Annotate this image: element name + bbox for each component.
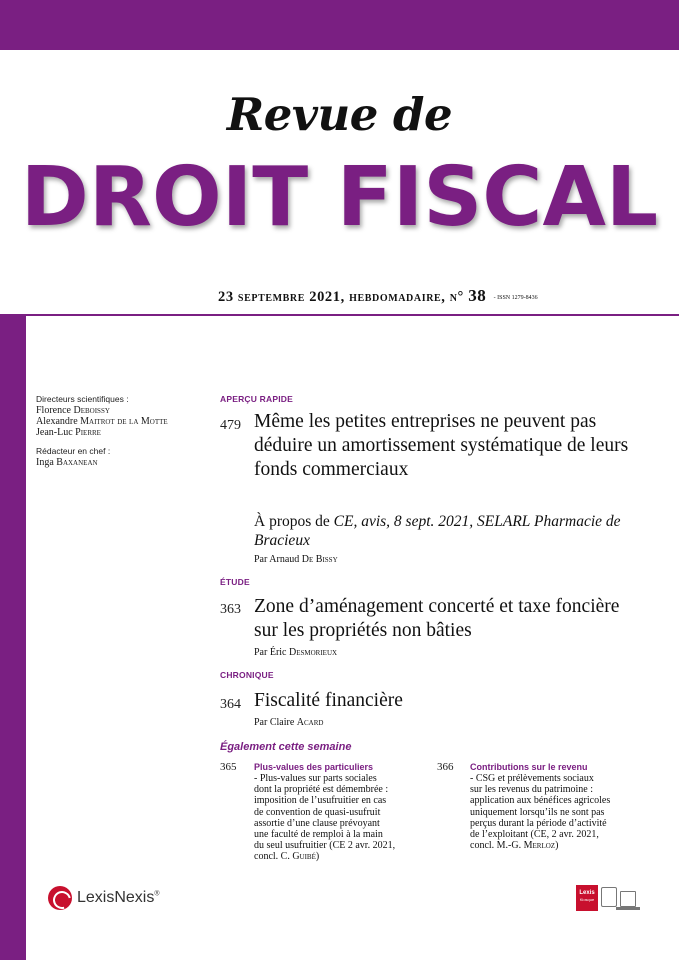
directors-role: Directeurs scientifiques : [36,394,129,404]
brief-number: 365 [220,761,237,773]
section-label-chronique: CHRONIQUE [220,670,274,680]
lexisnexis-logo[interactable] [48,884,160,912]
masthead-title-line2: DROIT FISCAL [20,150,659,245]
issue-info [218,286,538,306]
publisher-name: LexisNexis® [77,889,160,906]
director-name: Jean-Luc Pierre [36,427,101,438]
top-color-band [0,0,679,50]
issue-number: 38 [468,286,487,305]
article-number: 479 [220,418,241,433]
kiosque-logo[interactable] [576,885,638,911]
issn: - ISSN 1279-8436 [493,294,538,301]
issue-date-line: 23 septembre 2021, hebdomadaire, n° [218,289,464,305]
article-byline: Par Arnaud De Bissy [254,554,338,565]
lexisnexis-logo-icon [48,886,72,910]
editorial-board [36,394,216,468]
brief-body: - CSG et prélèvements sociaux sur les revenus du patrimoine : application aux bénéfices agricoles uniquement lorsqu’ils ne sont pas perçus durant la période d’activité de l’exploitant (CE, 2 avr. 2021, concl. M.-G. Merloz) [470,773,611,852]
left-color-band [0,316,26,960]
also-this-week-heading: Également cette semaine [220,741,352,753]
laptop-base-icon [616,907,640,910]
article-number: 364 [220,697,241,712]
article-subtitle: À propos de CE, avis, 8 sept. 2021, SELARL Pharmacie de Bracieux [254,513,621,549]
tablet-icon [601,887,617,907]
masthead-divider [0,314,679,316]
section-label-apercu: APERÇU RAPIDE [220,394,293,404]
article-title-link[interactable]: Zone d’aménagement concerté et taxe foncière sur les propriétés non bâties [254,596,620,641]
masthead-title-line1: Revue de [226,88,453,141]
brief-number: 366 [437,761,454,773]
director-name: Florence Deboissy [36,405,110,416]
brief-heading-link[interactable]: Plus-values des particuliers [254,762,374,772]
article-byline: Par Éric Desmorieux [254,647,338,658]
director-name: Alexandre Maitrot de la Motte [36,416,168,427]
laptop-icon [620,891,636,907]
brief-body: - Plus-values sur parts sociales dont la propriété est démembrée : imposition de l’usufruitier en cas de convention de quasi-usufruit assortie d’une clause prévoyant une faculté de remploi à la main du seul usufruitier (CE 2 avr. 2021, concl. C. Guibé) [254,773,396,863]
kiosque-devices-icon: Lexis Kiosque [576,885,598,911]
article-byline: Par Claire Acard [254,717,324,728]
article-number: 363 [220,602,241,617]
section-label-etude: ÉTUDE [220,577,250,587]
chief-editor-name: Inga Baxanean [36,457,98,468]
article-title-link[interactable]: Fiscalité financière [254,690,403,711]
chief-editor-role: Rédacteur en chef : [36,446,111,456]
brief-heading-link[interactable]: Contributions sur le revenu [470,762,588,772]
article-title-link[interactable]: Même les petites entreprises ne peuvent pas déduire un amortissement systématique de leurs fonds commerciaux [254,411,629,480]
